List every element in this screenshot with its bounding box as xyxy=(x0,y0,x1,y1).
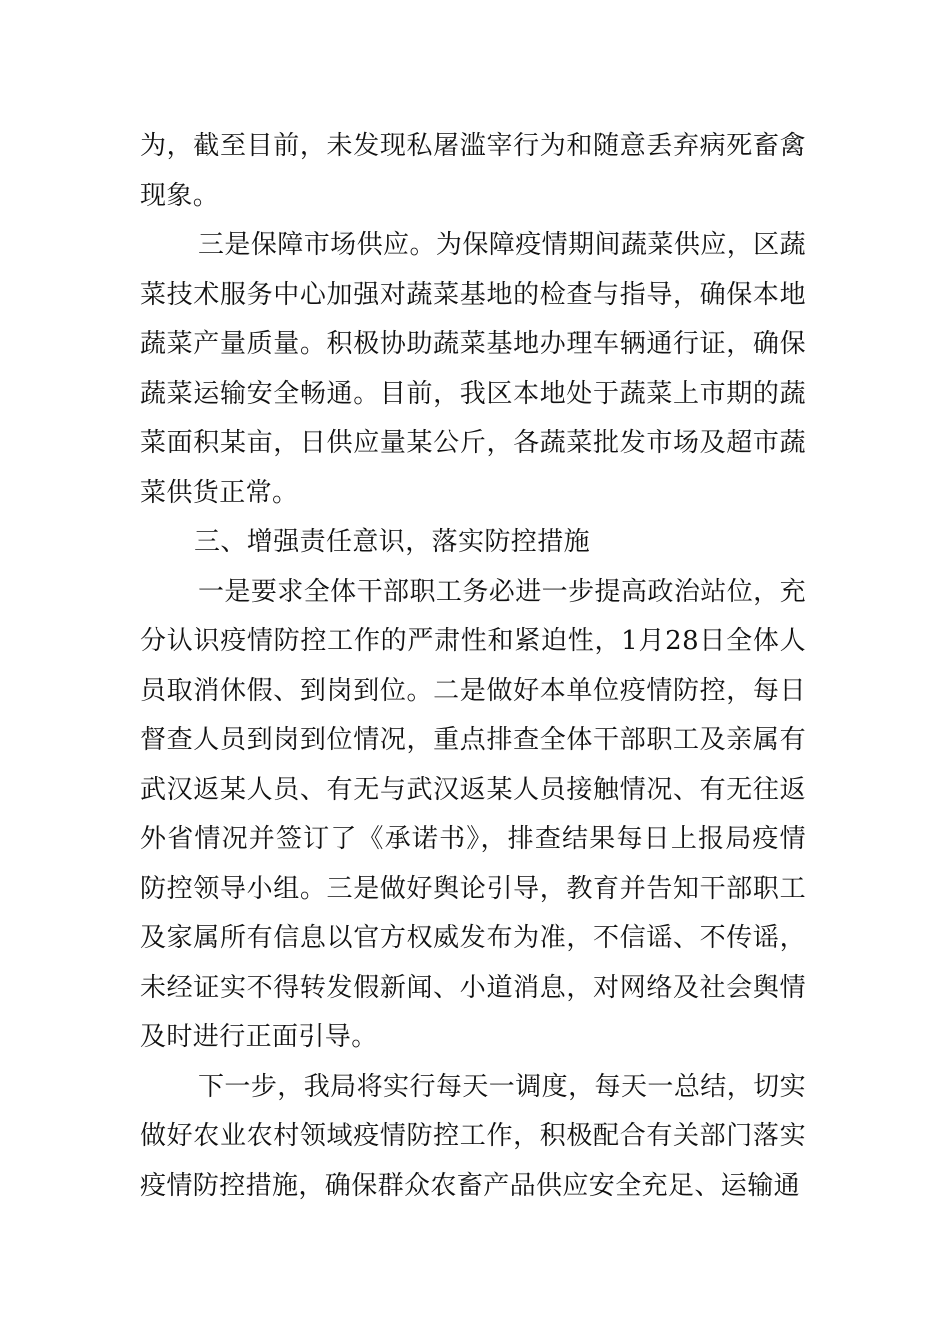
paragraph-continuation: 为，截至目前，未发现私屠滥宰行为和随意丢弃病死畜禽现象。 xyxy=(140,131,806,211)
paragraph-market-supply: 三是保障市场供应。为保障疫情期间蔬菜供应，区蔬菜技术服务中心加强对蔬菜基地的检查与指导，确保本地蔬菜产量质量。积极协助蔬菜基地办理车辆通行证，确保蔬菜运输安全畅通。目前，我区本地处于蔬菜上市期的蔬菜面积某亩，日供应量某公斤，各蔬菜批发市场及超市蔬菜供货正常。 xyxy=(140,230,806,508)
section-heading: 三、增强责任意识，落实防控措施 xyxy=(194,527,591,557)
document-body xyxy=(140,122,806,1211)
paragraph-responsibility: 一是要求全体干部职工务必进一步提高政治站位，充分认识疫情防控工作的严肃性和紧迫性，1月28日全体人员取消休假、到岗到位。二是做好本单位疫情防控，每日督查人员到岗到位情况，重点排查全体干部职工及亲属有武汉返某人员、有无与武汉返某人员接触情况、有无往返外省情况并签订了《承诺书》，排查结果每日上报局疫情防控领导小组。三是做好舆论引导，教育并告知干部职工及家属所有信息以官方权威发布为准，不信谣、不传谣，未经证实不得转发假新闻、小道消息，对网络及社会舆情及时进行正面引导。 xyxy=(140,576,806,1052)
paragraph-next-step: 下一步，我局将实行每天一调度，每天一总结，切实做好农业农村领域疫情防控工作，积极配合有关部门落实疫情防控措施，确保群众农畜产品供应安全充足、运输通 xyxy=(140,1071,806,1201)
